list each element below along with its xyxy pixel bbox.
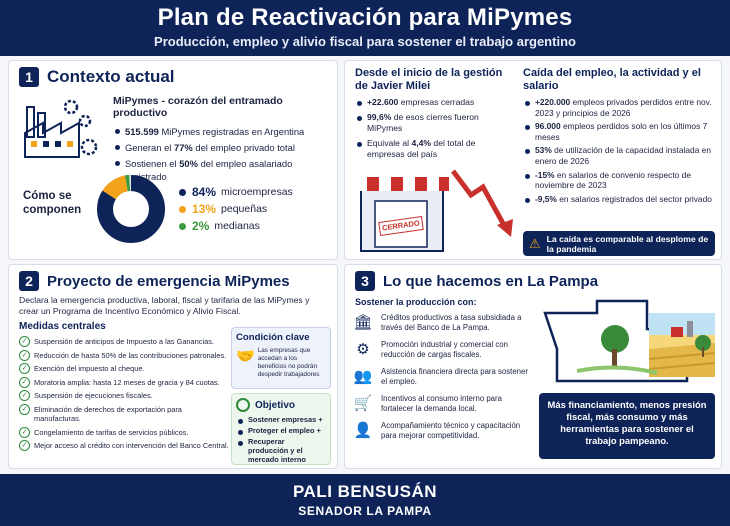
pampa-item [353, 367, 529, 387]
since-bullet-value: 99,6% [367, 111, 392, 122]
measure-item: ✓ Eliminación de derechos de exportación para manufacturas. [19, 405, 229, 423]
objective-item: Proteger el empleo + [236, 426, 326, 435]
section-3-title [355, 271, 598, 291]
section-1-number: 1 [19, 67, 39, 87]
measure-item: ✓ Reducción de hasta 50% de las contribuciones patronales. [19, 351, 229, 360]
fall-bullet-value: 53% [535, 145, 552, 156]
page-title: Plan de Reactivación para MiPymes [157, 4, 573, 31]
warning-icon: ⚠ [529, 235, 541, 251]
target-icon [236, 398, 250, 412]
measure-item: ✓ Exención del impuesto al cheque. [19, 364, 229, 373]
since-bullet-value: 4,4% [411, 137, 432, 148]
since-title: Desde el inicio de la gestión de Javier Milei [355, 67, 503, 92]
pampa-item-text: Incentivos al consumo interno para fortalecer la demanda local. [381, 394, 502, 413]
closed-sign: CERRADO [378, 216, 424, 236]
fall-bullet-value: +220.000 [535, 97, 571, 107]
pampa-subtitle: Sostener la producción con: [355, 297, 477, 307]
legend-label: medianas [214, 220, 260, 232]
gear-icon: ⚙ [356, 341, 370, 358]
condition-title: Condición clave [236, 332, 310, 343]
mipymes-heading: MiPymes - corazón del entramado productivo [113, 95, 283, 119]
fall-bullet-value: -15% [535, 169, 555, 180]
project-intro: Declara la emergencia productiva, laboral, fiscal y tarifaria de las MiPymes y crear un Programa de Incentivo Económico y Alivio Fiscal. [19, 295, 310, 316]
pampa-list [353, 313, 529, 448]
measure-item: ✓ Congelamiento de tarifas de servicios públicos. [19, 428, 229, 437]
section-2-number: 2 [19, 271, 39, 291]
page-subtitle: Producción, empleo y alivio fiscal para sostener el trabajo argentino [154, 34, 576, 49]
pampa-item-text: Asistencia financiera directa para sostener el empleo. [381, 367, 528, 386]
la-pampa-map-illustration [537, 293, 717, 385]
fall-bullet: -9,5% en salarios registrados del sector privado [523, 194, 715, 205]
cart-icon: 🛒 [353, 395, 373, 412]
pampa-item-text: Promoción industrial y comercial con reducción de cargas fiscales. [381, 340, 508, 359]
fall-bullet: -15% en salarios de convenio respecto de noviembre de 2023 [523, 170, 715, 191]
legend-row [179, 202, 293, 216]
mipymes-bullet-value: 50% [179, 158, 198, 169]
objective-title: Objetivo [255, 399, 296, 411]
section-2-title-text: Proyecto de emergencia MiPymes [47, 272, 290, 290]
section-1-title-text: Contexto actual [47, 67, 175, 86]
footer-banner [0, 474, 730, 526]
objective-card [231, 393, 331, 465]
section-2-title [19, 271, 290, 291]
fall-bullet: 96.000 empleos perdidos solo en los últimos 7 meses [523, 121, 715, 142]
measures-title: Medidas centrales [19, 321, 106, 332]
section-impact [344, 60, 722, 260]
pampa-item [353, 340, 529, 360]
legend-value: 2% [192, 219, 210, 233]
condition-card [231, 327, 331, 389]
fall-title: Caída del empleo, la actividad y el salario [523, 67, 701, 92]
measure-item: ✓ Suspensión de ejecuciones fiscales. [19, 391, 229, 400]
section-3-number: 3 [355, 271, 375, 291]
section-1-title [19, 67, 175, 87]
mipymes-bullet: 515.599 MiPymes registradas en Argentina [113, 125, 333, 138]
pampa-item [353, 421, 529, 441]
objective-item: Recuperar producción y el mercado interno [236, 437, 326, 464]
since-bullet: Equivale al 4,4% del total de empresas del país [355, 138, 515, 161]
pampa-summary-box: Más financiamiento, menos presión fiscal, más consumo y más herramientas para sostener el trabajo pampeano. [539, 393, 715, 459]
measure-item: ✓ Suspensión de anticipos de Impuesto a las Ganancias. [19, 337, 229, 346]
legend-dot [179, 189, 186, 196]
section-la-pampa [344, 264, 722, 469]
factory-icon [23, 95, 101, 161]
measure-item: ✓ Mejor acceso al crédito con intervención del Banco Central. [19, 441, 229, 450]
header-banner [0, 0, 730, 56]
section-emergency-project [8, 264, 338, 469]
warning-box [523, 231, 715, 256]
since-bullet: 99,6% de esos cierres fueron MiPymes [355, 112, 515, 135]
pampa-item-text: Acompañamiento técnico y capacitación para mejorar competitividad. [381, 421, 521, 440]
composition-legend [179, 185, 293, 236]
advisor-icon: 👤 [353, 422, 373, 439]
since-bullet-value: +22.600 [367, 97, 399, 107]
legend-label: pequeñas [221, 203, 268, 215]
pampa-item [353, 394, 529, 414]
composition-donut [95, 173, 167, 245]
objective-item: Sostener empresas + [236, 415, 326, 424]
footer-role: SENADOR LA PAMPA [298, 504, 432, 518]
fall-bullet-value: 96.000 [535, 121, 561, 132]
legend-dot [179, 206, 186, 213]
legend-row [179, 185, 293, 199]
mipymes-bullet: Sostienen el 50% del empleo asalariado registrado [113, 157, 333, 183]
people-icon: 👥 [353, 368, 373, 385]
mipymes-bullet-value: 77% [174, 142, 193, 153]
footer-name: PALI BENSUSÁN [292, 482, 438, 501]
legend-label: microempresas [221, 186, 293, 198]
pampa-item [353, 313, 529, 333]
fall-bullet: 53% de utilización de la capacidad instalada en enero de 2026 [523, 145, 715, 166]
mipymes-bullet: Generan el 77% del empleo privado total [113, 141, 333, 154]
composition-label: Cómo se componen [23, 190, 82, 216]
pampa-item-text: Créditos productivos a tasa subsidiada a través del Banco de La Pampa. [381, 313, 522, 332]
warning-text: La caída es comparable al desplome de la pandemia [546, 233, 709, 254]
measure-item: ✓ Moratoria amplia: hasta 12 meses de gracia y 84 cuotas. [19, 378, 229, 387]
legend-row [179, 219, 293, 233]
fall-bullet: +220.000 empleos privados perdidos entre nov. 2023 y principios de 2026 [523, 97, 715, 118]
section-context [8, 60, 338, 260]
since-bullet: +22.600 empresas cerradas [355, 97, 515, 109]
bank-icon: 🏛 [353, 314, 373, 331]
fall-bullets [523, 97, 715, 207]
mipymes-bullet-value: 515.599 [125, 126, 159, 137]
condition-text: Las empresas que accedan a los beneficios no podrán despedir trabajadores [257, 347, 320, 378]
section-3-title-text: Lo que hacemos en La Pampa [383, 272, 599, 290]
objective-list [236, 415, 326, 464]
handshake-icon: 🤝 [236, 348, 255, 365]
legend-value: 84% [192, 185, 217, 199]
since-bullets [355, 97, 515, 164]
measures-list [19, 337, 229, 455]
fall-bullet-value: -9,5% [535, 193, 557, 204]
closed-store-icon [353, 161, 523, 257]
legend-value: 13% [192, 202, 217, 216]
legend-dot [179, 223, 186, 230]
